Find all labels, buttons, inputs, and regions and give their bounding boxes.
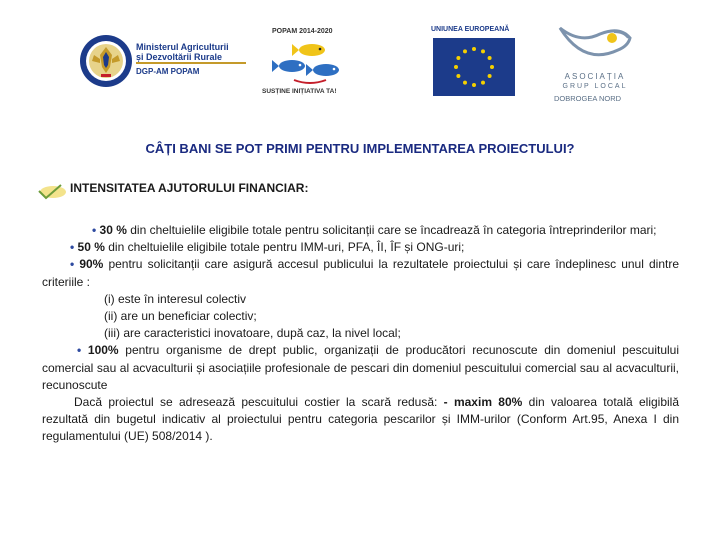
section-heading-text: INTENSITATEA AJUTORULUI FINANCIAR: bbox=[70, 181, 309, 195]
popam-logo bbox=[262, 28, 358, 100]
eu-logo bbox=[431, 26, 517, 102]
header-logos bbox=[0, 0, 720, 120]
gal-line3: DOBROGEA NORD bbox=[554, 94, 622, 103]
gal-line1: ASOCIAȚIA bbox=[564, 72, 626, 81]
gal-fish-icon bbox=[554, 22, 636, 72]
page-title: CÂȚI BANI SE POT PRIMI PENTRU IMPLEMENTAREA PROIECTULUI? bbox=[145, 141, 575, 156]
criterion-1: (i) este în interesul colectiv bbox=[104, 291, 247, 306]
criterion-2: (ii) are un beneficiar colectiv; bbox=[104, 309, 257, 324]
criterion-3: (iii) are caracteristici inovatoare, după caz, la nivel local; bbox=[104, 326, 401, 341]
item-coastal: Dacă proiectul se adresează pescuitului costier la scară redusă: - maxim 80% din valoarea totală eligibilă rezultată din bugetul indicativ al proiectului pentru categoria pescarilor și IMM-urilor (Conform Art.95, Anexa I din regulamentului (UE) 508/2014 ). bbox=[42, 395, 680, 444]
eu-title: UNIUNEA EUROPEANĂ bbox=[431, 26, 510, 33]
fish-group-icon bbox=[270, 40, 350, 86]
ministry-logo bbox=[78, 33, 248, 93]
section-heading bbox=[37, 178, 687, 200]
popam-slogan: SUSȚINE INIȚIATIVA TA! bbox=[262, 88, 337, 95]
ministry-name: Ministerul Agriculturii și Dezvoltării Rurale bbox=[136, 42, 229, 62]
item-50: • 50 % din cheltuielile eligibile totale pentru IMM-uri, PFA, ÎI, ÎF și ONG-uri; bbox=[70, 240, 465, 255]
item-90: • 90% pentru solicitanții care asigură accesul publicului la rezultatele proiectului și care îndeplinesc unul dintre criteriile : bbox=[42, 257, 680, 289]
checkmark-icon bbox=[37, 184, 67, 200]
content-body bbox=[42, 222, 679, 446]
ministry-divider bbox=[136, 62, 246, 64]
ministry-program: DGP-AM POPAM bbox=[136, 67, 200, 76]
eu-flag-icon bbox=[433, 38, 515, 96]
item-30: • 30 % din cheltuielile eligibile totale pentru solicitanții care se încadrează în categoria întreprinderilor mari; bbox=[92, 223, 657, 237]
gal-line2: GRUP LOCAL bbox=[562, 83, 628, 90]
romania-seal-icon bbox=[78, 33, 134, 89]
popam-title: POPAM 2014-2020 bbox=[272, 28, 333, 35]
item-100: • 100% pentru organisme de drept public, organizații de producători recunoscute din domeniul pescuitului comercial sau al acvaculturii și asociațiile profesionale de pescari din domeniul pescuitului comercial sau al acvaculturii, recunoscute bbox=[42, 343, 680, 392]
gal-logo bbox=[554, 22, 654, 106]
